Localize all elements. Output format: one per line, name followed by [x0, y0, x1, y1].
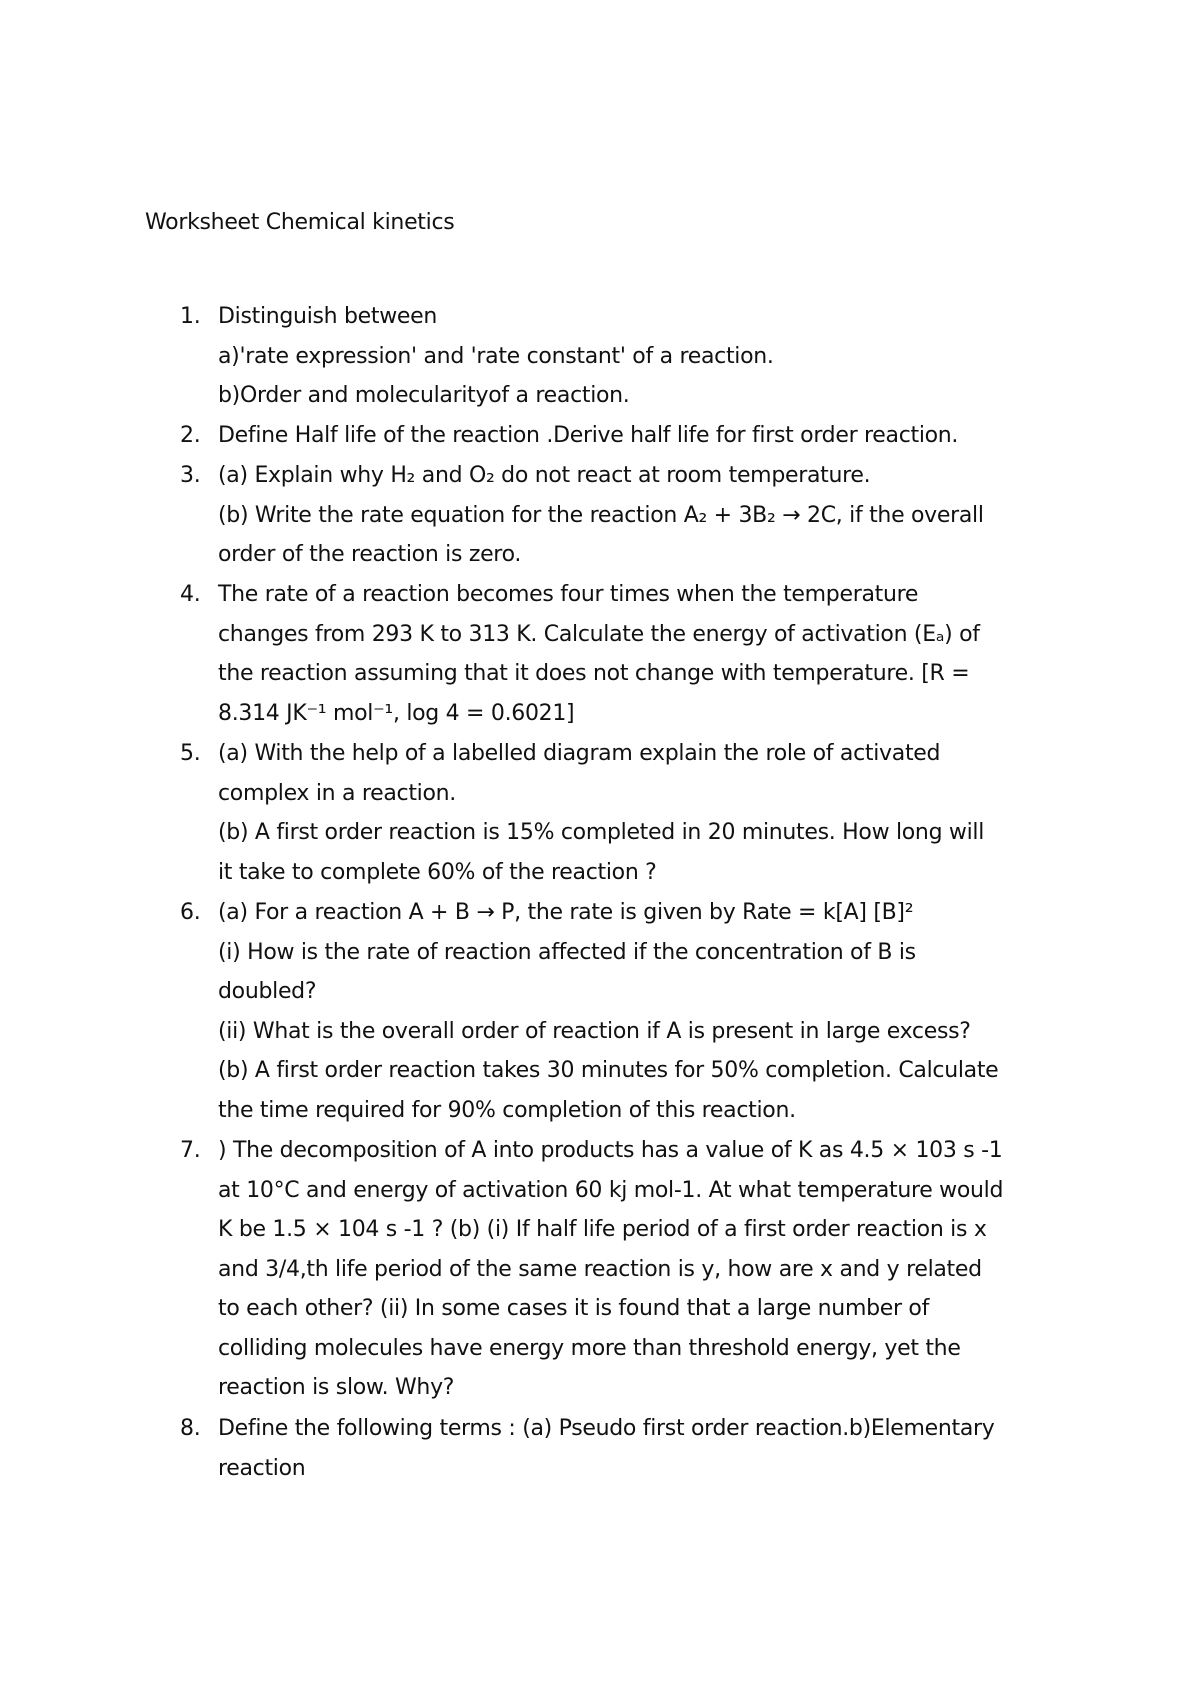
question-line: (b) A first order reaction is 15% completed in 20 minutes. How long will — [218, 820, 985, 845]
question-line: a)'rate expression' and 'rate constant' of a reaction. — [218, 343, 774, 369]
question-line: complex in a reaction. — [218, 780, 456, 806]
question-line: to each other? (ii) In some cases it is found that a large number of — [218, 1296, 930, 1321]
question-line: b)Order and molecularityof a reaction. — [218, 383, 630, 408]
question-text — [218, 734, 1078, 892]
question-line: Define Half life of the reaction .Derive half life for first order reaction. — [218, 423, 959, 448]
question-number: 5. — [180, 741, 201, 766]
question-line: Define the following terms : (a) Pseudo first order reaction.b)Elementary — [218, 1416, 995, 1441]
question-line: colliding molecules have energy more than threshold energy, yet the — [218, 1335, 961, 1361]
question-line: it take to complete 60% of the reaction ? — [218, 859, 657, 885]
question-line: at 10°C and energy of activation 60 kj mol-1. At what temperature would — [218, 1177, 1004, 1203]
question-number: 1. — [180, 304, 201, 329]
question-line: (b) Write the rate equation for the reaction A₂ + 3B₂ → 2C, if the overall — [218, 502, 984, 528]
question-number: 6. — [180, 900, 201, 925]
question-text — [218, 575, 1078, 733]
question-text — [218, 1131, 1078, 1408]
question-line: K be 1.5 × 104 s -1 ? (b) (i) If half life period of a first order reaction is x — [218, 1217, 987, 1242]
question-text — [218, 456, 1078, 575]
question-number: 7. — [180, 1138, 201, 1163]
question-line: (b) A first order reaction takes 30 minutes for 50% completion. Calculate — [218, 1058, 999, 1083]
question-text — [218, 1409, 1078, 1488]
question-number: 3. — [180, 463, 201, 488]
question-line: reaction is slow. Why? — [218, 1375, 455, 1400]
question-line: Distinguish between — [218, 304, 438, 329]
question-line: order of the reaction is zero. — [218, 542, 522, 567]
question-text — [218, 893, 1078, 1130]
question-line: (a) With the help of a labelled diagram explain the role of activated — [218, 741, 941, 766]
question-number: 8. — [180, 1416, 201, 1441]
question-line: and 3/4,th life period of the same reaction is y, how are x and y related — [218, 1256, 982, 1282]
question-line: (a) For a reaction A + B → P, the rate is given by Rate = k[A] [B]² — [218, 900, 914, 925]
question-text — [218, 297, 1078, 416]
worksheet-title: Worksheet Chemical kinetics — [145, 210, 455, 235]
question-line: doubled? — [218, 979, 317, 1004]
question-text — [218, 416, 1078, 456]
question-number: 4. — [180, 582, 201, 607]
question-line: changes from 293 K to 313 K. Calculate the energy of activation (Eₐ) of — [218, 621, 980, 647]
question-number: 2. — [180, 423, 201, 448]
question-line: (i) How is the rate of reaction affected if the concentration of B is — [218, 939, 916, 965]
question-line: (a) Explain why H₂ and O₂ do not react at room temperature. — [218, 463, 871, 488]
question-line: The rate of a reaction becomes four times when the temperature — [218, 582, 919, 607]
question-line: the reaction assuming that it does not change with temperature. [R = — [218, 661, 970, 686]
question-line: 8.314 JK⁻¹ mol⁻¹, log 4 = 0.6021] — [218, 700, 575, 726]
question-line: (ii) What is the overall order of reaction if A is present in large excess? — [218, 1018, 971, 1044]
question-line: ) The decomposition of A into products has a value of K as 4.5 × 103 s -1 — [218, 1138, 1003, 1163]
question-line: the time required for 90% completion of this reaction. — [218, 1097, 796, 1123]
question-line: reaction — [218, 1455, 306, 1481]
